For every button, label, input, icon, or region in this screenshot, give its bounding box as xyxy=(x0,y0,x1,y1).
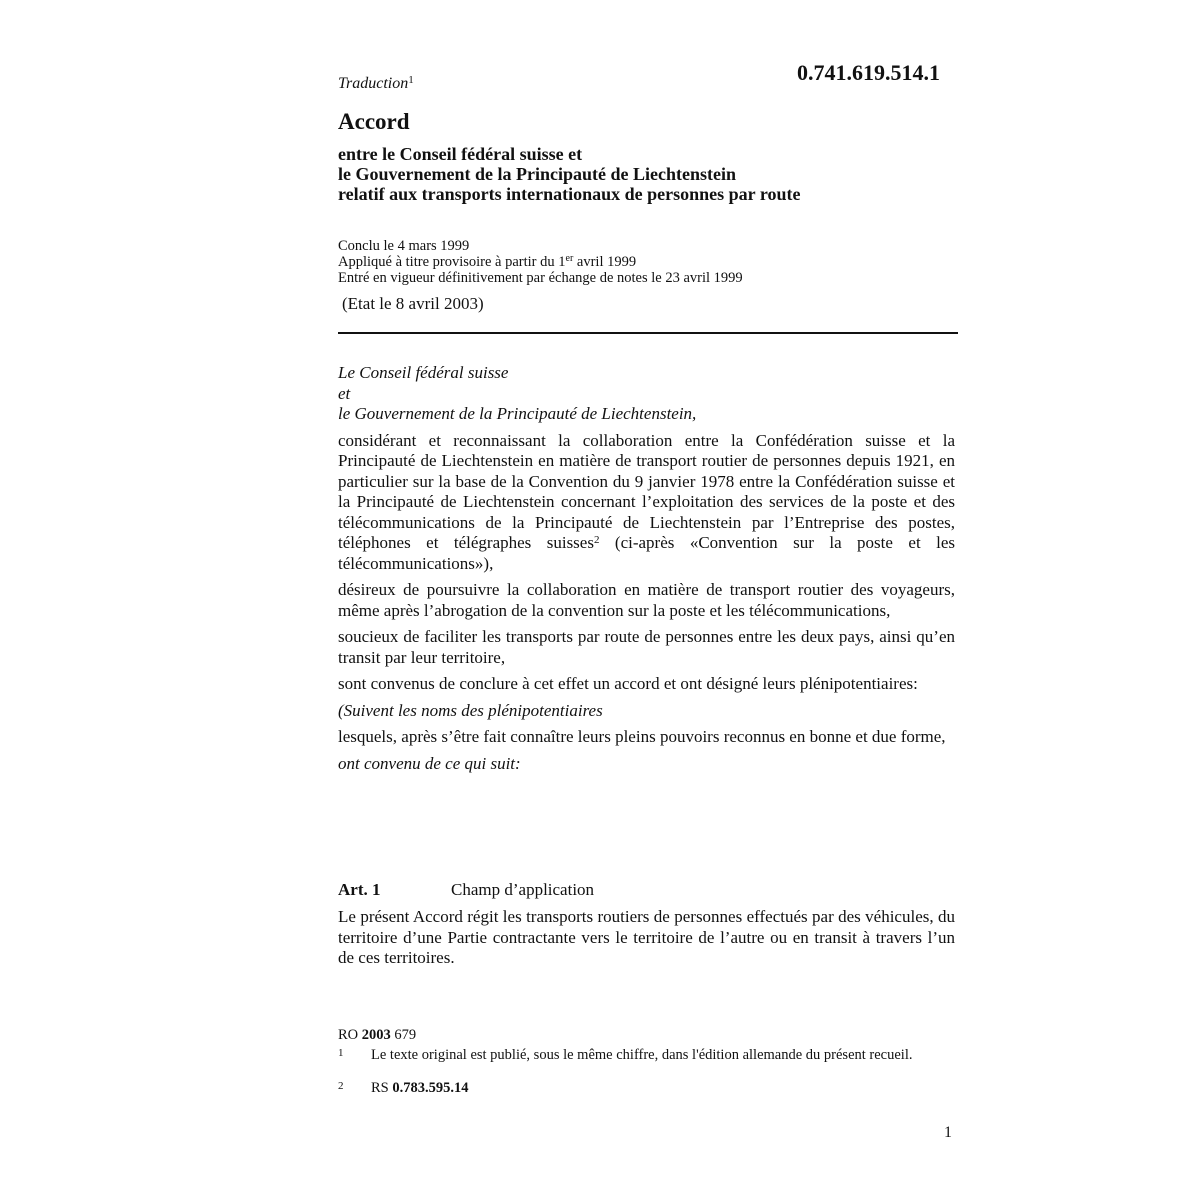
subtitle-line: relatif aux transports internationaux de personnes par route xyxy=(338,184,801,204)
footnote-ref-2[interactable]: 2 xyxy=(593,534,600,546)
footnote-text: Le texte original est publié, sous le même chiffre, dans l'édition allemande du présent recueil. xyxy=(371,1047,913,1063)
ro-year: 2003 xyxy=(361,1027,391,1043)
preamble-text: considérant et reconnaissant la collaboration entre la Confédération suisse et la Principauté de Liechtenstein en matière de transport routier de personnes depuis 1921, en particulier sur la base de la Convention du 9 janvier 1978 entre la Confédération suisse et la Principauté de Liechtenstein concernant l’exploitation des services de la poste et des télécommunications de la Principauté de Liechtenstein par l’Entreprise des postes, téléphones et télégraphes suisses xyxy=(338,430,955,552)
footnote-1 xyxy=(338,1048,958,1063)
footnote-text xyxy=(371,1081,958,1096)
subtitle-line: le Gouvernement de la Principauté de Liechtenstein xyxy=(338,164,736,184)
plenipotentiaries-note: (Suivent les noms des plénipotentiaires xyxy=(338,700,603,720)
provisional-date-month: avril 1999 xyxy=(573,254,637,270)
ro-page: 679 xyxy=(390,1027,417,1043)
article-title: Champ d’application xyxy=(451,880,595,899)
preamble-paragraph: lesquels, après s’être fait connaître leurs pleins pouvoirs reconnus en bonne et due forme, xyxy=(338,727,946,746)
provisional-date-text: Appliqué à titre provisoire à partir du 1 xyxy=(338,254,566,270)
footnote-number: 1 xyxy=(338,1047,344,1059)
subtitle-line: entre le Conseil fédéral suisse et xyxy=(338,144,583,164)
provisional-date xyxy=(338,254,958,270)
preamble-paragraph: sont convenus de conclure à cet effet un accord et ont désigné leurs plénipotentiaires: xyxy=(338,674,918,693)
article-number: Art. 1 xyxy=(338,880,381,899)
footnote-number: 2 xyxy=(338,1080,344,1092)
preamble-paragraph: soucieux de faciliter les transports par route de personnes entre les deux pays, ainsi qu’en transit par leur territoire, xyxy=(338,627,955,667)
preamble-closing: ont convenu de ce qui suit: xyxy=(338,753,521,773)
document-subtitle xyxy=(338,144,958,204)
concluded-date: Conclu le 4 mars 1999 xyxy=(338,238,470,254)
date-block xyxy=(338,238,958,286)
article-1-heading xyxy=(338,880,594,900)
entry-into-force-date: Entré en vigueur définitivement par échange de notes le 23 avril 1999 xyxy=(338,270,743,286)
preamble-paragraph xyxy=(338,431,955,575)
header-divider xyxy=(338,332,958,334)
translation-text: Traduction xyxy=(338,75,409,92)
preamble xyxy=(338,363,955,774)
rs-reference[interactable]: 0.783.595.14 xyxy=(392,1080,469,1096)
footnote-ref-1[interactable]: 1 xyxy=(408,74,414,86)
preamble-text: (ci-après «Convention sur la poste et les télécommunications»), xyxy=(338,533,956,573)
status-date: (Etat le 8 avril 2003) xyxy=(342,294,484,313)
footnote-2 xyxy=(338,1081,958,1096)
rs-prefix: RS xyxy=(371,1080,393,1096)
official-collection-reference xyxy=(338,1027,416,1044)
ro-prefix: RO xyxy=(338,1027,362,1043)
page-number: 1 xyxy=(944,1124,952,1141)
article-1-text: Le présent Accord régit les transports routiers de personnes effectués par des véhicules, du territoire d’une Partie contractante vers le territoire de l’autre ou en transit à travers l’un de ces territoires. xyxy=(338,907,955,967)
party-2: le Gouvernement de la Principauté de Liechtenstein, xyxy=(338,404,697,423)
document-title: Accord xyxy=(338,109,410,134)
translation-label xyxy=(338,74,414,93)
party-conjunction: et xyxy=(338,383,351,403)
preamble-paragraph: désireux de poursuivre la collaboration en matière de transport routier des voyageurs, même après l’abrogation de la convention sur la poste et les télécommunications, xyxy=(338,580,955,620)
sr-number: 0.741.619.514.1 xyxy=(797,60,940,85)
ordinal-suffix: er xyxy=(565,253,574,264)
party-1: Le Conseil fédéral suisse xyxy=(338,363,509,382)
